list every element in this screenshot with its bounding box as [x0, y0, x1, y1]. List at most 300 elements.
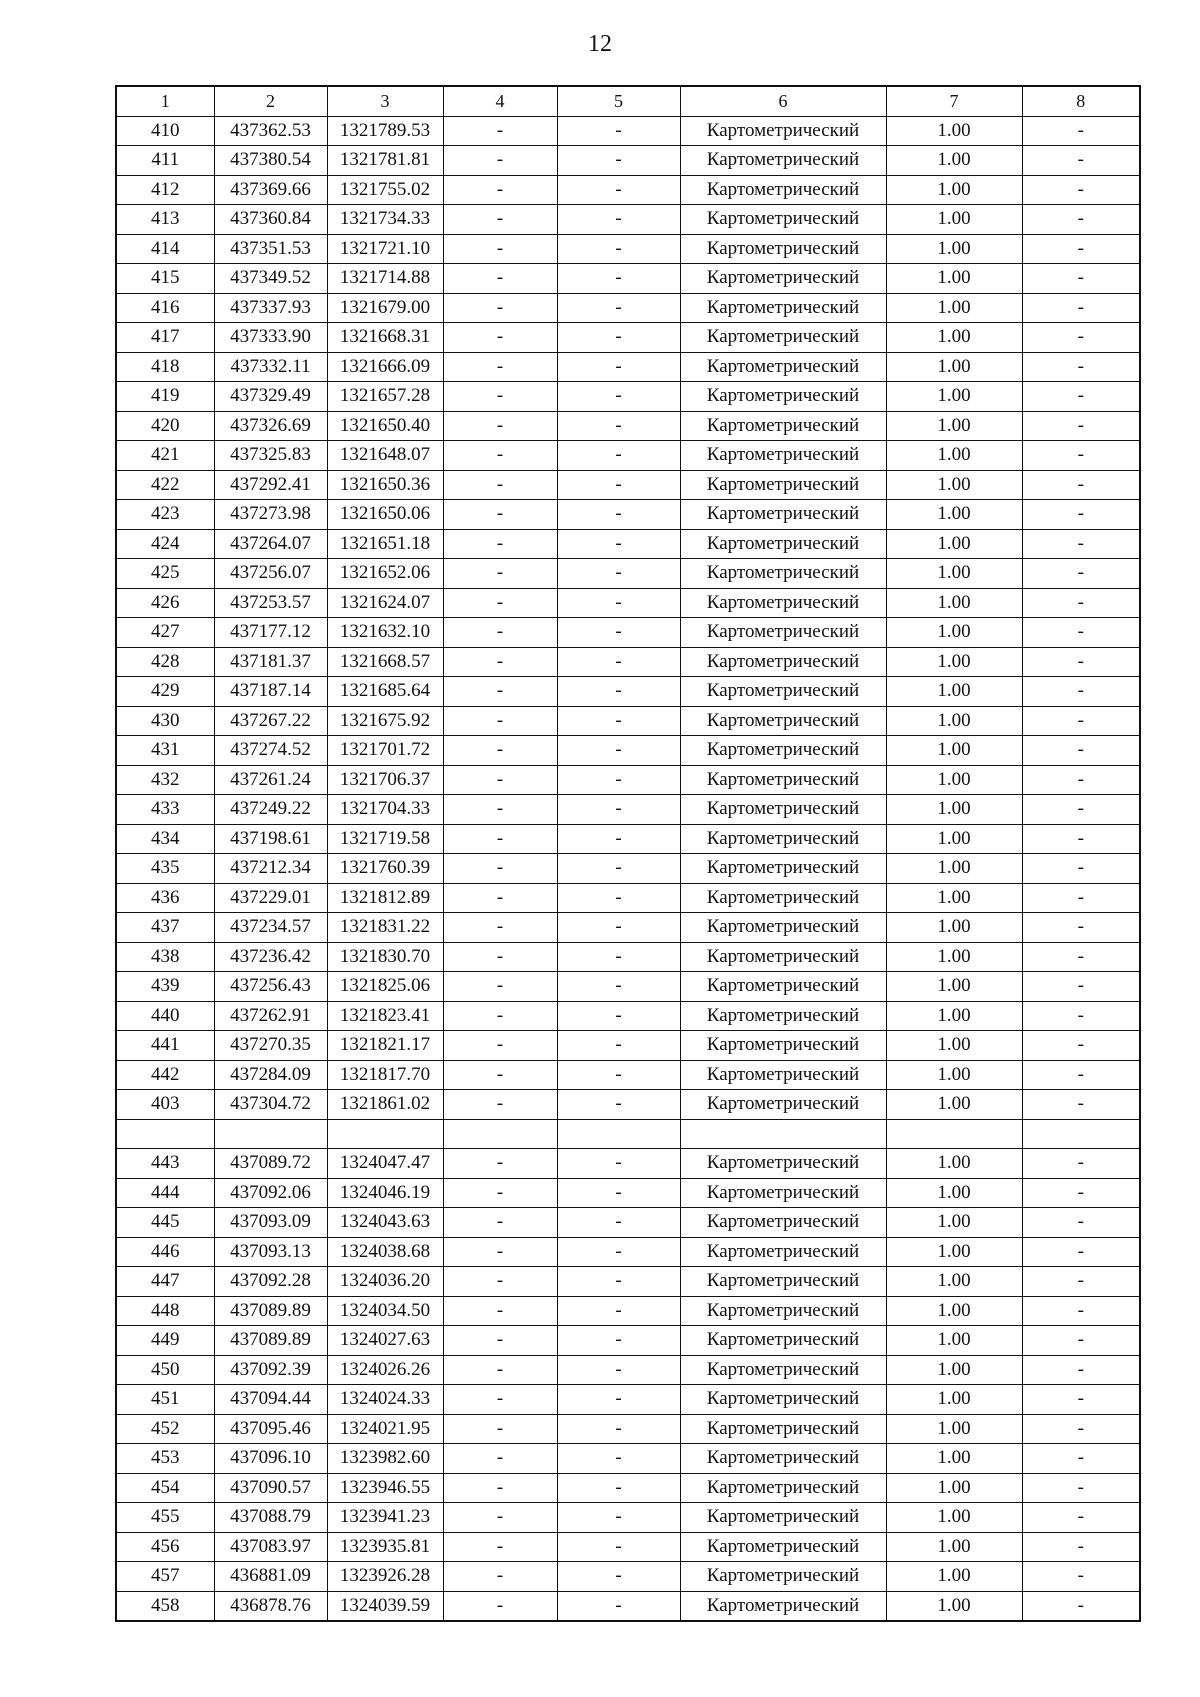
point-number-cell: 434: [116, 824, 214, 854]
y-coordinate-cell: 1321679.00: [327, 293, 443, 323]
col8-cell: -: [1022, 1355, 1140, 1385]
method-cell: Картометрический: [680, 470, 886, 500]
col4-cell: -: [443, 1532, 557, 1562]
accuracy-cell: 1.00: [886, 677, 1022, 707]
x-coordinate-cell: 437093.09: [214, 1208, 327, 1238]
y-coordinate-cell: 1323946.55: [327, 1473, 443, 1503]
col8-cell: -: [1022, 1326, 1140, 1356]
x-coordinate-cell: 437380.54: [214, 146, 327, 176]
col8-cell: -: [1022, 618, 1140, 648]
method-cell: Картометрический: [680, 913, 886, 943]
x-coordinate-cell: 437256.07: [214, 559, 327, 589]
y-coordinate-cell: 1321668.31: [327, 323, 443, 353]
x-coordinate-cell: 437264.07: [214, 529, 327, 559]
col5-cell: -: [557, 352, 680, 382]
col8-cell: -: [1022, 352, 1140, 382]
method-cell: Картометрический: [680, 1060, 886, 1090]
method-cell: Картометрический: [680, 1149, 886, 1179]
point-number-cell: 451: [116, 1385, 214, 1415]
col4-cell: -: [443, 175, 557, 205]
accuracy-cell: 1.00: [886, 146, 1022, 176]
accuracy-cell: 1.00: [886, 559, 1022, 589]
col8-cell: -: [1022, 765, 1140, 795]
col5-cell: -: [557, 854, 680, 884]
y-coordinate-cell: 1321825.06: [327, 972, 443, 1002]
table-row: [116, 1444, 1140, 1474]
accuracy-cell: [886, 1119, 1022, 1149]
x-coordinate-cell: 437253.57: [214, 588, 327, 618]
col8-cell: -: [1022, 942, 1140, 972]
point-number-cell: 458: [116, 1591, 214, 1621]
y-coordinate-cell: 1324034.50: [327, 1296, 443, 1326]
col5-cell: -: [557, 942, 680, 972]
y-coordinate-cell: 1321760.39: [327, 854, 443, 884]
x-coordinate-cell: 437362.53: [214, 116, 327, 146]
point-number-cell: 438: [116, 942, 214, 972]
table-row: [116, 647, 1140, 677]
col5-cell: -: [557, 1237, 680, 1267]
x-coordinate-cell: 437212.34: [214, 854, 327, 884]
table-row: [116, 1326, 1140, 1356]
table-header-row: [116, 86, 1140, 116]
method-cell: [680, 1119, 886, 1149]
point-number-cell: 441: [116, 1031, 214, 1061]
point-number-cell: 457: [116, 1562, 214, 1592]
y-coordinate-cell: 1323941.23: [327, 1503, 443, 1533]
method-cell: Картометрический: [680, 942, 886, 972]
x-coordinate-cell: 437261.24: [214, 765, 327, 795]
y-coordinate-cell: 1321624.07: [327, 588, 443, 618]
table-row: [116, 1237, 1140, 1267]
x-coordinate-cell: 437325.83: [214, 441, 327, 471]
y-coordinate-cell: 1321861.02: [327, 1090, 443, 1120]
table-row: [116, 736, 1140, 766]
col8-cell: -: [1022, 1296, 1140, 1326]
table-row: [116, 824, 1140, 854]
table-body: [116, 116, 1140, 1621]
col5-cell: -: [557, 264, 680, 294]
col5-cell: [557, 1119, 680, 1149]
column-header: 1: [116, 86, 214, 116]
point-number-cell: 453: [116, 1444, 214, 1474]
table-row: [116, 618, 1140, 648]
col8-cell: -: [1022, 972, 1140, 1002]
col4-cell: -: [443, 293, 557, 323]
method-cell: Картометрический: [680, 618, 886, 648]
point-number-cell: 454: [116, 1473, 214, 1503]
col8-cell: -: [1022, 1090, 1140, 1120]
accuracy-cell: 1.00: [886, 1149, 1022, 1179]
col4-cell: -: [443, 1149, 557, 1179]
col8-cell: -: [1022, 1178, 1140, 1208]
method-cell: Картометрический: [680, 647, 886, 677]
col8-cell: -: [1022, 824, 1140, 854]
col4-cell: -: [443, 1001, 557, 1031]
col4-cell: -: [443, 234, 557, 264]
col5-cell: -: [557, 1208, 680, 1238]
point-number-cell: 418: [116, 352, 214, 382]
accuracy-cell: 1.00: [886, 529, 1022, 559]
x-coordinate-cell: 437092.06: [214, 1178, 327, 1208]
y-coordinate-cell: 1321675.92: [327, 706, 443, 736]
col4-cell: -: [443, 647, 557, 677]
col8-cell: -: [1022, 264, 1140, 294]
table-row: [116, 1149, 1140, 1179]
point-number-cell: 436: [116, 883, 214, 913]
table-row: [116, 116, 1140, 146]
y-coordinate-cell: 1321821.17: [327, 1031, 443, 1061]
col4-cell: -: [443, 470, 557, 500]
x-coordinate-cell: 437267.22: [214, 706, 327, 736]
col5-cell: -: [557, 1532, 680, 1562]
y-coordinate-cell: 1324024.33: [327, 1385, 443, 1415]
point-number-cell: 403: [116, 1090, 214, 1120]
col4-cell: -: [443, 1060, 557, 1090]
column-header: 8: [1022, 86, 1140, 116]
col5-cell: -: [557, 736, 680, 766]
table-row: [116, 1296, 1140, 1326]
accuracy-cell: 1.00: [886, 795, 1022, 825]
column-header: 4: [443, 86, 557, 116]
accuracy-cell: 1.00: [886, 1414, 1022, 1444]
accuracy-cell: 1.00: [886, 1208, 1022, 1238]
point-number-cell: 421: [116, 441, 214, 471]
table-row: [116, 352, 1140, 382]
table-row: [116, 1267, 1140, 1297]
method-cell: Картометрический: [680, 1296, 886, 1326]
method-cell: Картометрический: [680, 765, 886, 795]
method-cell: Картометрический: [680, 1532, 886, 1562]
col8-cell: -: [1022, 116, 1140, 146]
col4-cell: -: [443, 942, 557, 972]
method-cell: Картометрический: [680, 736, 886, 766]
table-row: [116, 382, 1140, 412]
col5-cell: -: [557, 883, 680, 913]
method-cell: Картометрический: [680, 883, 886, 913]
y-coordinate-cell: 1321719.58: [327, 824, 443, 854]
x-coordinate-cell: 437089.89: [214, 1296, 327, 1326]
accuracy-cell: 1.00: [886, 234, 1022, 264]
y-coordinate-cell: 1321823.41: [327, 1001, 443, 1031]
accuracy-cell: 1.00: [886, 1237, 1022, 1267]
point-number-cell: 450: [116, 1355, 214, 1385]
table-row: [116, 854, 1140, 884]
col8-cell: -: [1022, 1149, 1140, 1179]
col4-cell: -: [443, 205, 557, 235]
col4-cell: -: [443, 1267, 557, 1297]
point-number-cell: 416: [116, 293, 214, 323]
col4-cell: -: [443, 352, 557, 382]
accuracy-cell: 1.00: [886, 264, 1022, 294]
col5-cell: -: [557, 1149, 680, 1179]
y-coordinate-cell: 1324046.19: [327, 1178, 443, 1208]
table-row: [116, 264, 1140, 294]
x-coordinate-cell: 437092.28: [214, 1267, 327, 1297]
col5-cell: -: [557, 1562, 680, 1592]
col5-cell: -: [557, 1414, 680, 1444]
x-coordinate-cell: 437369.66: [214, 175, 327, 205]
x-coordinate-cell: [214, 1119, 327, 1149]
method-cell: Картометрический: [680, 706, 886, 736]
table-row: [116, 677, 1140, 707]
x-coordinate-cell: 436878.76: [214, 1591, 327, 1621]
x-coordinate-cell: 437089.72: [214, 1149, 327, 1179]
col8-cell: -: [1022, 382, 1140, 412]
x-coordinate-cell: 437187.14: [214, 677, 327, 707]
col8-cell: -: [1022, 470, 1140, 500]
accuracy-cell: 1.00: [886, 736, 1022, 766]
col5-cell: -: [557, 1296, 680, 1326]
table-row: [116, 1473, 1140, 1503]
col4-cell: -: [443, 677, 557, 707]
accuracy-cell: 1.00: [886, 1591, 1022, 1621]
point-number-cell: 426: [116, 588, 214, 618]
x-coordinate-cell: 437326.69: [214, 411, 327, 441]
method-cell: Картометрический: [680, 411, 886, 441]
x-coordinate-cell: 437329.49: [214, 382, 327, 412]
accuracy-cell: 1.00: [886, 1355, 1022, 1385]
accuracy-cell: 1.00: [886, 1267, 1022, 1297]
accuracy-cell: 1.00: [886, 1296, 1022, 1326]
col8-cell: -: [1022, 795, 1140, 825]
point-number-cell: 411: [116, 146, 214, 176]
point-number-cell: 423: [116, 500, 214, 530]
point-number-cell: 443: [116, 1149, 214, 1179]
col8-cell: -: [1022, 146, 1140, 176]
col4-cell: -: [443, 824, 557, 854]
y-coordinate-cell: 1321812.89: [327, 883, 443, 913]
point-number-cell: 439: [116, 972, 214, 1002]
x-coordinate-cell: 437332.11: [214, 352, 327, 382]
accuracy-cell: 1.00: [886, 647, 1022, 677]
col5-cell: -: [557, 1385, 680, 1415]
col5-cell: -: [557, 323, 680, 353]
point-number-cell: 440: [116, 1001, 214, 1031]
x-coordinate-cell: 437256.43: [214, 972, 327, 1002]
accuracy-cell: 1.00: [886, 765, 1022, 795]
y-coordinate-cell: 1321685.64: [327, 677, 443, 707]
method-cell: Картометрический: [680, 293, 886, 323]
point-number-cell: 417: [116, 323, 214, 353]
col4-cell: -: [443, 441, 557, 471]
x-coordinate-cell: 437360.84: [214, 205, 327, 235]
y-coordinate-cell: 1321714.88: [327, 264, 443, 294]
table-row: [116, 1355, 1140, 1385]
x-coordinate-cell: 437351.53: [214, 234, 327, 264]
col5-cell: -: [557, 411, 680, 441]
col8-cell: -: [1022, 175, 1140, 205]
accuracy-cell: 1.00: [886, 175, 1022, 205]
col4-cell: -: [443, 146, 557, 176]
accuracy-cell: 1.00: [886, 1060, 1022, 1090]
x-coordinate-cell: 437273.98: [214, 500, 327, 530]
x-coordinate-cell: 437234.57: [214, 913, 327, 943]
col4-cell: -: [443, 1326, 557, 1356]
accuracy-cell: 1.00: [886, 205, 1022, 235]
x-coordinate-cell: 437089.89: [214, 1326, 327, 1356]
table-row: [116, 795, 1140, 825]
col5-cell: -: [557, 1031, 680, 1061]
col8-cell: -: [1022, 1414, 1140, 1444]
x-coordinate-cell: 437177.12: [214, 618, 327, 648]
col5-cell: -: [557, 795, 680, 825]
method-cell: Картометрический: [680, 264, 886, 294]
table-row: [116, 913, 1140, 943]
x-coordinate-cell: 437096.10: [214, 1444, 327, 1474]
table-row: [116, 411, 1140, 441]
x-coordinate-cell: 437181.37: [214, 647, 327, 677]
accuracy-cell: 1.00: [886, 323, 1022, 353]
col8-cell: -: [1022, 293, 1140, 323]
method-cell: Картометрический: [680, 1178, 886, 1208]
col8-cell: -: [1022, 1591, 1140, 1621]
method-cell: Картометрический: [680, 677, 886, 707]
col5-cell: -: [557, 1591, 680, 1621]
method-cell: Картометрический: [680, 559, 886, 589]
accuracy-cell: 1.00: [886, 1326, 1022, 1356]
col5-cell: -: [557, 1355, 680, 1385]
col5-cell: -: [557, 588, 680, 618]
col5-cell: -: [557, 824, 680, 854]
col4-cell: -: [443, 411, 557, 441]
col8-cell: -: [1022, 1031, 1140, 1061]
accuracy-cell: 1.00: [886, 1473, 1022, 1503]
column-header: 2: [214, 86, 327, 116]
col5-cell: -: [557, 1178, 680, 1208]
column-header: 7: [886, 86, 1022, 116]
point-number-cell: 456: [116, 1532, 214, 1562]
method-cell: Картометрический: [680, 1208, 886, 1238]
accuracy-cell: 1.00: [886, 1001, 1022, 1031]
col5-cell: -: [557, 234, 680, 264]
y-coordinate-cell: 1324036.20: [327, 1267, 443, 1297]
col5-cell: -: [557, 618, 680, 648]
col4-cell: -: [443, 559, 557, 589]
col4-cell: -: [443, 913, 557, 943]
point-number-cell: 429: [116, 677, 214, 707]
col5-cell: -: [557, 1060, 680, 1090]
col8-cell: -: [1022, 234, 1140, 264]
accuracy-cell: 1.00: [886, 1178, 1022, 1208]
y-coordinate-cell: 1324039.59: [327, 1591, 443, 1621]
col5-cell: -: [557, 972, 680, 1002]
method-cell: Картометрический: [680, 588, 886, 618]
table-row: [116, 972, 1140, 1002]
col8-cell: -: [1022, 1562, 1140, 1592]
col4-cell: -: [443, 1178, 557, 1208]
y-coordinate-cell: 1324043.63: [327, 1208, 443, 1238]
col8-cell: -: [1022, 854, 1140, 884]
point-number-cell: [116, 1119, 214, 1149]
method-cell: Картометрический: [680, 1267, 886, 1297]
table-row: [116, 1060, 1140, 1090]
point-number-cell: 455: [116, 1503, 214, 1533]
y-coordinate-cell: 1321650.36: [327, 470, 443, 500]
col8-cell: -: [1022, 1208, 1140, 1238]
x-coordinate-cell: 437088.79: [214, 1503, 327, 1533]
x-coordinate-cell: 437270.35: [214, 1031, 327, 1061]
accuracy-cell: 1.00: [886, 972, 1022, 1002]
accuracy-cell: 1.00: [886, 1503, 1022, 1533]
col8-cell: -: [1022, 1237, 1140, 1267]
column-header: 3: [327, 86, 443, 116]
col4-cell: -: [443, 1503, 557, 1533]
point-number-cell: 444: [116, 1178, 214, 1208]
method-cell: Картометрический: [680, 323, 886, 353]
col8-cell: -: [1022, 1532, 1140, 1562]
point-number-cell: 425: [116, 559, 214, 589]
method-cell: Картометрический: [680, 1473, 886, 1503]
y-coordinate-cell: 1321650.06: [327, 500, 443, 530]
accuracy-cell: 1.00: [886, 1090, 1022, 1120]
method-cell: Картометрический: [680, 1237, 886, 1267]
column-header: 6: [680, 86, 886, 116]
y-coordinate-cell: 1321831.22: [327, 913, 443, 943]
col8-cell: -: [1022, 913, 1140, 943]
y-coordinate-cell: 1323982.60: [327, 1444, 443, 1474]
y-coordinate-cell: 1323926.28: [327, 1562, 443, 1592]
col8-cell: -: [1022, 205, 1140, 235]
point-number-cell: 422: [116, 470, 214, 500]
method-cell: Картометрический: [680, 1591, 886, 1621]
col5-cell: -: [557, 293, 680, 323]
col5-cell: -: [557, 1326, 680, 1356]
col4-cell: -: [443, 323, 557, 353]
col8-cell: -: [1022, 706, 1140, 736]
method-cell: Картометрический: [680, 441, 886, 471]
col4-cell: -: [443, 529, 557, 559]
col5-cell: -: [557, 765, 680, 795]
accuracy-cell: 1.00: [886, 854, 1022, 884]
accuracy-cell: 1.00: [886, 588, 1022, 618]
table-row: [116, 1208, 1140, 1238]
method-cell: Картометрический: [680, 1414, 886, 1444]
x-coordinate-cell: 437333.90: [214, 323, 327, 353]
method-cell: Картометрический: [680, 175, 886, 205]
point-number-cell: 449: [116, 1326, 214, 1356]
x-coordinate-cell: 437304.72: [214, 1090, 327, 1120]
accuracy-cell: 1.00: [886, 116, 1022, 146]
accuracy-cell: 1.00: [886, 1562, 1022, 1592]
col4-cell: -: [443, 1562, 557, 1592]
col8-cell: -: [1022, 323, 1140, 353]
col5-cell: -: [557, 500, 680, 530]
y-coordinate-cell: 1324026.26: [327, 1355, 443, 1385]
point-number-cell: 420: [116, 411, 214, 441]
col5-cell: -: [557, 175, 680, 205]
y-coordinate-cell: 1321652.06: [327, 559, 443, 589]
table-row: [116, 1532, 1140, 1562]
y-coordinate-cell: [327, 1119, 443, 1149]
col8-cell: [1022, 1119, 1140, 1149]
x-coordinate-cell: 437095.46: [214, 1414, 327, 1444]
y-coordinate-cell: 1321830.70: [327, 942, 443, 972]
y-coordinate-cell: 1321668.57: [327, 647, 443, 677]
method-cell: Картометрический: [680, 854, 886, 884]
point-number-cell: 410: [116, 116, 214, 146]
y-coordinate-cell: 1321817.70: [327, 1060, 443, 1090]
table-row: [116, 293, 1140, 323]
x-coordinate-cell: 436881.09: [214, 1562, 327, 1592]
col4-cell: -: [443, 1031, 557, 1061]
point-number-cell: 415: [116, 264, 214, 294]
col4-cell: -: [443, 1414, 557, 1444]
table-row: [116, 146, 1140, 176]
col8-cell: -: [1022, 1060, 1140, 1090]
col4-cell: -: [443, 854, 557, 884]
point-number-cell: 446: [116, 1237, 214, 1267]
method-cell: Картометрический: [680, 529, 886, 559]
